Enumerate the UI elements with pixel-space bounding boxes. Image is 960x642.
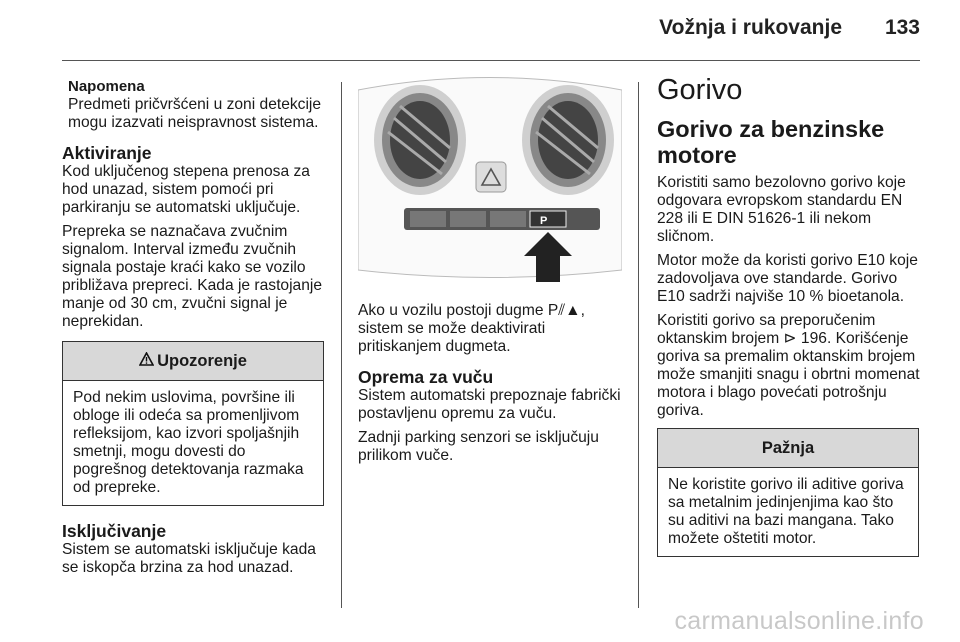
page-number: 133 bbox=[884, 16, 920, 39]
caution-text: Ne koristite gorivo ili aditive goriva sa metalnim jedinjenjima kao što su aditivi na bazi mangana. Tako možete oštetiti motor. bbox=[668, 476, 904, 547]
note bbox=[62, 78, 324, 132]
warning-triangle-icon bbox=[139, 352, 154, 370]
button-text: Ako u vozilu postoji dugme P⫽▲, sistem se može deaktivirati pritiskanjem dugmeta. bbox=[358, 302, 585, 355]
hazard-button bbox=[476, 162, 506, 192]
image-button-label: P bbox=[540, 215, 548, 227]
parking-button-illustration bbox=[358, 70, 622, 290]
column-1 bbox=[62, 78, 324, 583]
air-vent-left bbox=[374, 85, 466, 195]
column-divider-1 bbox=[341, 82, 342, 608]
watermark: carmanualsonline.info bbox=[674, 607, 924, 635]
column-divider-2 bbox=[638, 82, 639, 608]
header-divider bbox=[62, 60, 920, 61]
e10-text: Motor može da koristi gorivo E10 koje zadovoljava ove standarde. Gorivo E10 sadrži najviše 10 % bioetanola. bbox=[657, 252, 918, 305]
column-3 bbox=[657, 74, 921, 557]
deactivation-heading: Isključivanje bbox=[62, 521, 167, 541]
column-2 bbox=[358, 302, 624, 471]
activation-text: Kod uključenog stepena prenosa za hod unazad, sistem pomoći pri parkiranju se automatski uključuje. bbox=[62, 163, 310, 216]
warning-text: Pod nekim uslovima, površine ili obloge ili odeća sa promenljivom refleksijom, kao izvori spoljašnjih smetnji, mogu dovesti do pogrešnog detektovanja razmaka od prepreke. bbox=[73, 389, 304, 496]
petrol-text: Koristiti samo bezolovno gorivo koje odgovara evropskom standardu EN 228 ili E DIN 51626-1 ili nekom sličnom. bbox=[657, 174, 906, 245]
towing-text: Sistem automatski prepoznaje fabrički postavljenu opremu za vuču. bbox=[358, 387, 621, 422]
deactivation-text: Sistem se automatski isključuje kada se iskopča brzina za hod unazad. bbox=[62, 541, 316, 576]
petrol-heading: Gorivo za benzinske motore bbox=[657, 116, 885, 168]
obstacle-text: Prepreka se naznačava zvučnim signalom. Interval između zvučnih signala postaje kraći kako se vozilo približava prepreci. Kada je rastojanje manje od 30 cm, zvučni signal je neprekidan. bbox=[62, 223, 323, 330]
towing-heading: Oprema za vuču bbox=[358, 367, 494, 387]
octane-text: Koristiti gorivo sa preporučenim oktanskim brojem ⊳ 196. Korišćenje goriva sa premalim oktanskim brojem može smanjiti snagu i obrtni momenat motora i blago povećati potrošnju goriva. bbox=[657, 312, 920, 419]
warning-box-header bbox=[63, 342, 323, 381]
air-vent-right bbox=[522, 85, 614, 195]
note-heading: Napomena bbox=[68, 78, 145, 95]
rear-sensors-text: Zadnji parking senzori se isključuju prilikom vuče. bbox=[358, 429, 599, 464]
page-header bbox=[0, 0, 960, 62]
fuel-heading: Gorivo bbox=[657, 74, 743, 106]
caution-box-header: Pažnja bbox=[658, 429, 918, 468]
section-title: Vožnja i rukovanje bbox=[659, 16, 842, 39]
warning-heading: Upozorenje bbox=[157, 352, 247, 370]
activation-heading: Aktiviranje bbox=[62, 143, 152, 163]
warning-box bbox=[62, 341, 324, 506]
note-text: Predmeti pričvršćeni u zoni detekcije mogu izazvati neispravnost sistema. bbox=[68, 96, 322, 131]
caution-box bbox=[657, 428, 919, 557]
